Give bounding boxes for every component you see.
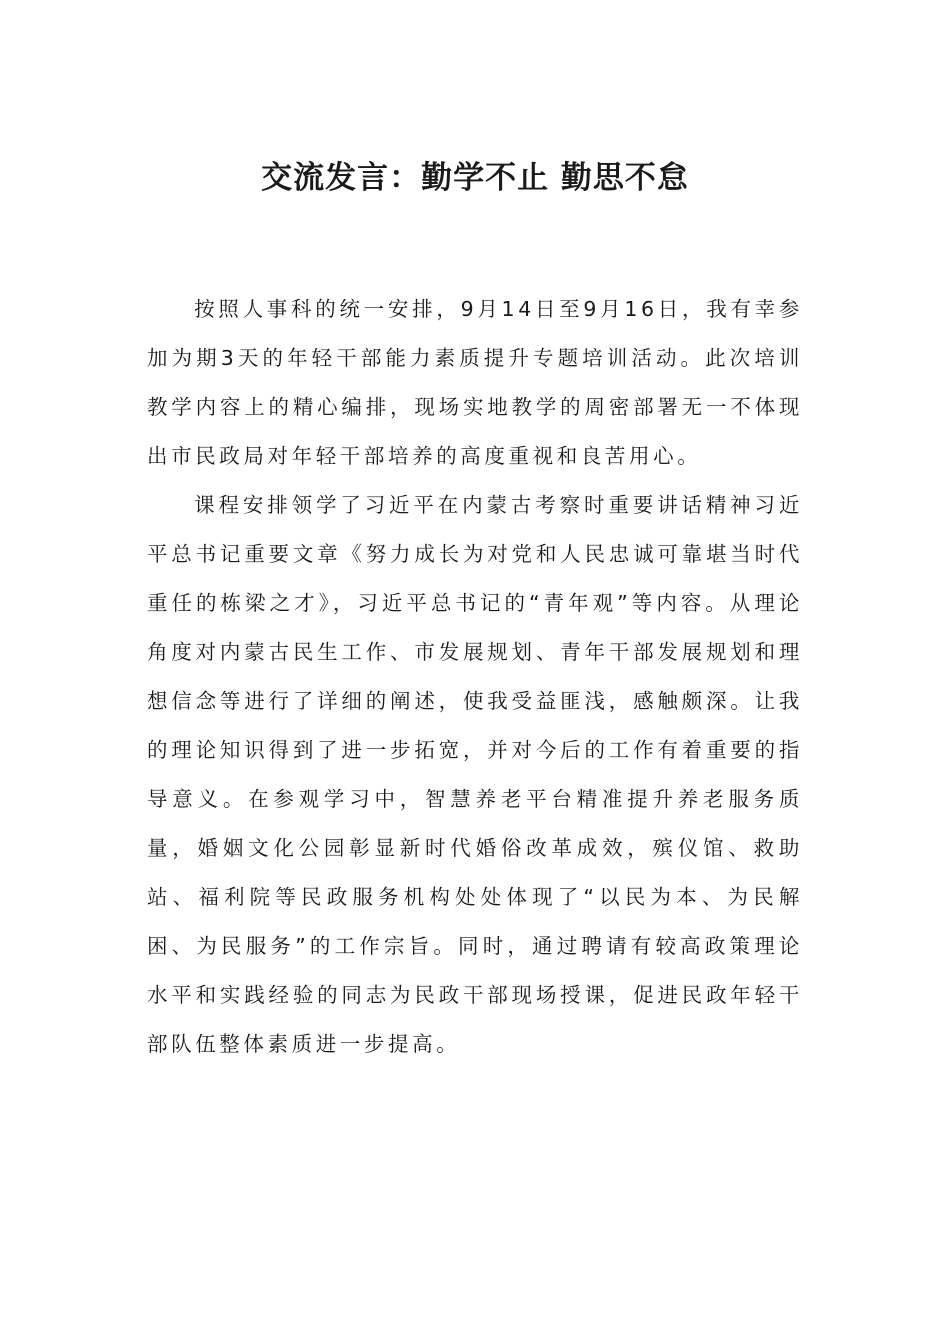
document-title: 交流发言：勤学不止 勤思不怠 [261, 160, 689, 196]
paragraph-2: 课程安排领学了习近平在内蒙古考察时重要讲话精神习近平总书记重要文章《努力成长为对党和人民忠诚可靠堪当时代重任的栋梁之才》，习近平总书记的“青年观”等内容。从理论角度对内蒙古民生工作、市发展规划、青年干部发展规划和理想信念等进行了详细的阐述，使我受益匪浅，感触颇深。让我的理论知识得到了进一步拓宽，并对今后的工作有着重要的指导意义。在参观学习中，智慧养老平台精准提升养老服务质量，婚姻文化公园彰显新时代婚俗改革成效，殡仪馆、救助站、福利院等民政服务机构处处体现了“以民为本、为民解困、为民服务”的工作宗旨。同时，通过聘请有较高政策理论水平和实践经验的同志为民政干部现场授课，促进民政年轻干部队伍整体素质进一步提高。 [147, 493, 803, 1056]
document-body [147, 285, 803, 1069]
paragraph-1: 按照人事科的统一安排，9月14日至9月16日，我有幸参加为期3天的年轻干部能力素质提升专题培训活动。此次培训教学内容上的精心编排，现场实地教学的周密部署无一不体现出市民政局对年轻干部培养的高度重视和良苦用心。 [147, 297, 803, 468]
